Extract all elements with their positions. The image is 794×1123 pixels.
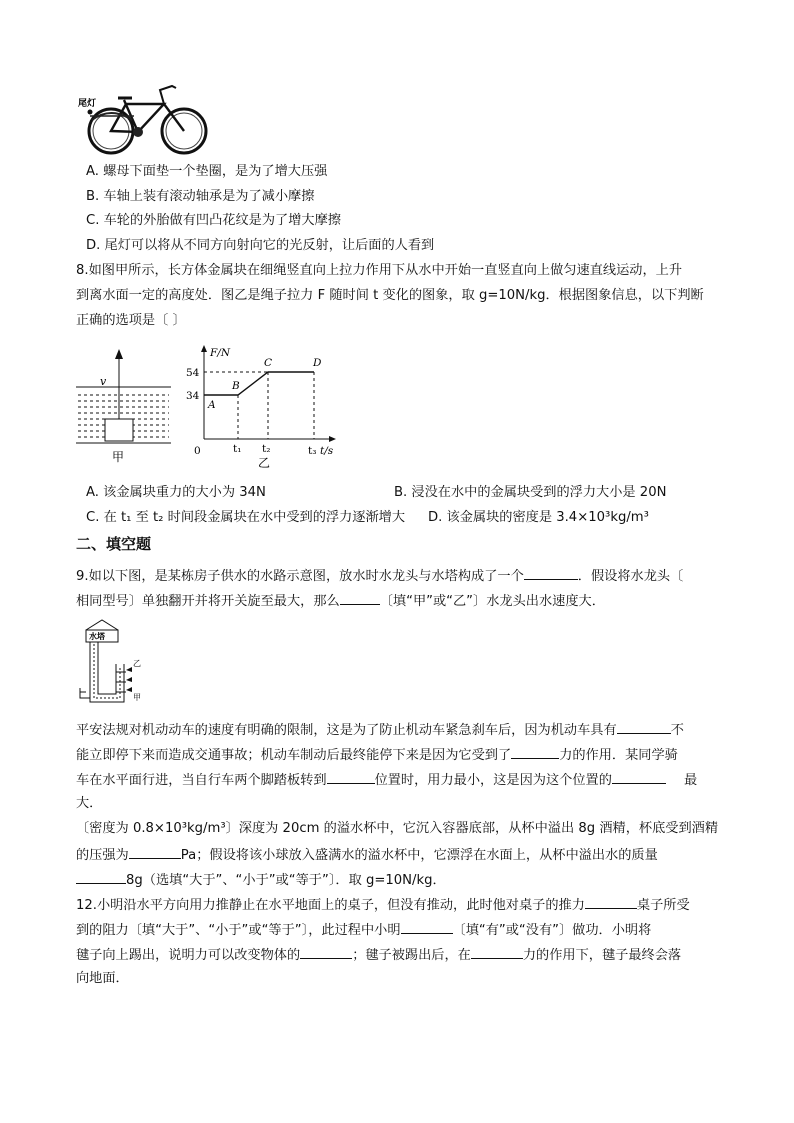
q9-line2: [76, 591, 605, 611]
tick-t3: t₃: [308, 445, 317, 457]
q10-line2: [76, 745, 678, 765]
q8-stem-line1: 8.如图甲所示，长方体金属块在细绳竖直向上拉力作用下从水中开始一直竖直向上做匀速直线运动，上升: [76, 263, 683, 278]
point-c: C: [264, 357, 273, 369]
q7-option-a: A. 螺母下面垫一个垫圈，是为了增大压强: [86, 164, 328, 179]
q12-text-c: 到的阻力〔填“大于”、“小于”或“等于”〕，此过程中小明: [76, 923, 401, 938]
q11-line3: [76, 870, 446, 890]
q11-text-a: 的压强为: [76, 848, 129, 863]
q11-text-c: 8g（选填“大于”、“小于”或“等于”〕．取 g=10N/kg．: [126, 873, 446, 888]
q11-line2: [76, 845, 658, 865]
q12-blank-3[interactable]: [300, 945, 352, 959]
tick-t1: t₁: [233, 443, 242, 455]
figure-jia: [76, 345, 171, 465]
q10-text-e: 车在水平面行进，当自行车两个脚踏板转到: [76, 773, 327, 788]
point-a: A: [208, 399, 216, 411]
point-d: D: [313, 357, 322, 369]
q10-line1: [76, 720, 684, 740]
tick-t2: t₂: [262, 443, 271, 455]
tap-icon: [126, 667, 132, 692]
figure-jia-caption: 甲: [112, 450, 125, 464]
q10-blank-1[interactable]: [617, 720, 671, 734]
water-tower-figure: [76, 616, 156, 712]
x-axis-label: t/s: [320, 445, 334, 457]
tap-yi-label: 乙: [133, 659, 141, 668]
water-tower-label: 水塔: [89, 632, 105, 641]
q12-line4: 向地面．: [76, 971, 129, 986]
q10-text-d: 力的作用．某同学骑: [559, 748, 678, 763]
q7-option-b: B. 车轴上装有滚动轴承是为了减小摩擦: [86, 189, 315, 204]
q12-line2: [76, 920, 651, 940]
q8-option-c: C. 在 t₁ 至 t₂ 时间段金属块在水中受到的浮力逐渐增大: [86, 510, 406, 525]
section-fill-in-title: 二、填空题: [76, 535, 152, 553]
q10-text-f: 位置时，用力最小，这是因为这个位置的: [374, 773, 612, 788]
q7-option-d: D. 尾灯可以将从不同方向射向它的光反射，让后面的人看到: [86, 238, 435, 253]
figure-yi-graph: [186, 342, 346, 470]
q10-text-b: 不: [670, 723, 684, 738]
q12-blank-1[interactable]: [585, 895, 637, 909]
velocity-label: v: [100, 375, 107, 388]
q12-text-f: ；毽子被踢出后，在: [352, 948, 471, 963]
bicycle-figure: [76, 76, 216, 160]
q11-text-b: Pa；假设将该小球放入盛满水的溢水杯中，它漂浮在水面上，从杯中溢出水的质量: [180, 848, 658, 863]
q12-line3: [76, 945, 681, 965]
q7-option-c: C. 车轮的外胎做有凹凸花纹是为了增大摩擦: [86, 213, 341, 228]
q10-blank-4[interactable]: [612, 770, 666, 784]
q12-text-d: 〔填“有”或“没有”〕做功．小明将: [452, 923, 652, 938]
q11-blank-1[interactable]: [129, 845, 181, 859]
q8-option-a: A. 该金属块重力的大小为 34N: [86, 485, 266, 500]
q10-text-g: 最: [683, 773, 698, 788]
q9-text-b: ．假设将水龙头〔: [577, 569, 684, 584]
q8-option-b: B. 浸没在水中的金属块受到的浮力大小是 20N: [394, 485, 667, 500]
tick-34: 34: [186, 390, 200, 402]
point-b: B: [232, 380, 240, 392]
q9-text-d: 〔填“甲”或“乙”〕水龙头出水速度大．: [379, 594, 605, 609]
tail-light-label: 尾灯: [78, 99, 97, 109]
q10-blank-3[interactable]: [327, 770, 375, 784]
q12-text-b: 桌子所受: [636, 898, 690, 913]
q10-line4: 大．: [76, 796, 103, 811]
metal-block: [105, 419, 133, 441]
q9-blank-1[interactable]: [524, 566, 578, 580]
q12-blank-4[interactable]: [471, 945, 523, 959]
q12-text-a: 12.小明沿水平方向用力推静止在水平地面上的桌子，但没有推动，此时他对桌子的推力: [76, 898, 585, 913]
q11-blank-2[interactable]: [76, 870, 126, 884]
q12-text-g: 力的作用下，毽子最终会落: [522, 948, 682, 963]
tap-jia-label: 甲: [133, 693, 141, 702]
q12-blank-2[interactable]: [401, 920, 453, 934]
q12-line1: [76, 895, 690, 915]
y-axis-label: F/N: [210, 347, 231, 359]
force-time-line: [204, 372, 314, 395]
q9-text-c: 相同型号〕单独翻开并将开关旋至最大，那么: [76, 594, 340, 609]
q10-line3: [76, 770, 697, 790]
tick-54: 54: [186, 367, 200, 379]
q9-line1: [76, 566, 683, 586]
q10-blank-2[interactable]: [511, 745, 559, 759]
q8-option-d: D. 该金属块的密度是 3.4×10³kg/m³: [428, 510, 649, 525]
q10-text-a: 平安法规对机动动车的速度有明确的限制，这是为了防止机动车紧急刹车后，因为机动车具有: [76, 723, 617, 738]
q8-stem-line3: 正确的选项是〔 〕: [76, 313, 186, 328]
q9-text-a: 9.如以下图，是某栋房子供水的水路示意图，放水时水龙头与水塔构成了一个: [76, 569, 524, 584]
q9-blank-2[interactable]: [340, 591, 380, 605]
q8-stem-line2: 到离水面一定的高度处．图乙是绳子拉力 F 随时间 t 变化的图象，取 g=10N/kg．根据图象信息，以下判断: [76, 288, 704, 303]
q10-text-c: 能立即停下来而造成交通事故；机动车制动后最终能停下来是因为它受到了: [76, 748, 512, 763]
origin-label: 0: [194, 445, 201, 457]
q11-line1: 〔密度为 0.8×10³kg/m³〕深度为 20cm 的溢水杯中，它沉入容器底部，从杯中溢出 8g 酒精，杯底受到酒精: [76, 821, 719, 836]
figure-yi-caption: 乙: [258, 456, 271, 470]
q12-text-e: 毽子向上踢出，说明力可以改变物体的: [76, 948, 301, 963]
